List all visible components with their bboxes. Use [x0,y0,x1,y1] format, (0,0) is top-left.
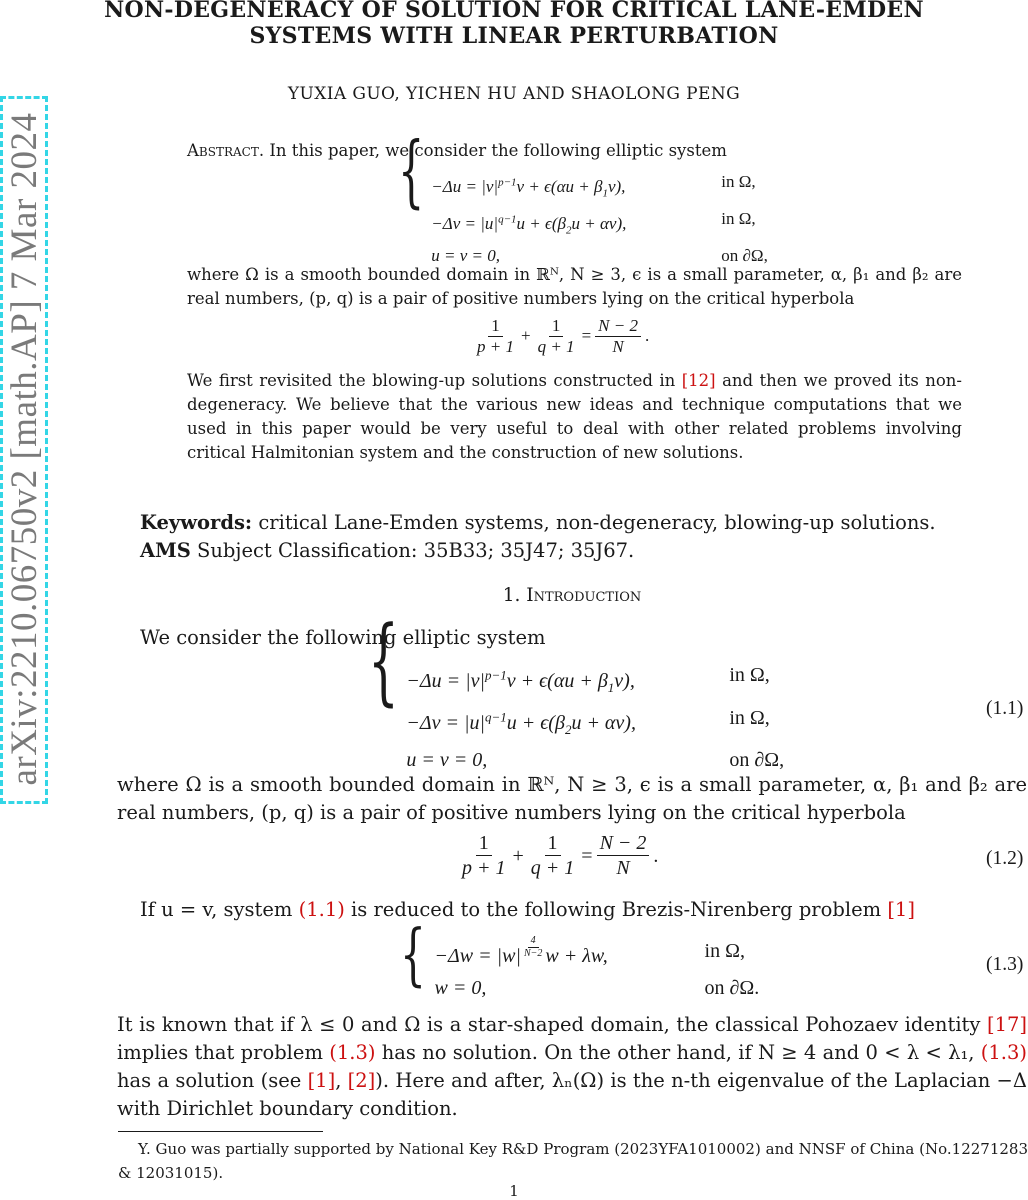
abstract-eq3-domain: on ∂Ω, [721,246,768,266]
abstract-intro-text: In this paper, we consider the following elliptic system [269,141,727,160]
citation-link-12[interactable]: [12] [681,371,716,390]
bn-eq2: w = 0, [434,976,487,999]
arxiv-stamp: arXiv:2210.06750v2 [math.AP] 7 Mar 2024 [3,112,45,786]
abstract-hyperbola [470,316,649,357]
abstract-system-brace: { [398,124,425,217]
equals-sign: = [581,326,592,346]
para-domain: where Ω is a smooth bounded domain in ℝᴺ, N ≥ 3, ϵ is a small parameter, α, β₁ and β₂ are real numbers, (p, q) is a pair of positive numbers lying on the critical hyperbola [117,773,1027,824]
ams-text: Subject Classification: 35B33; 35J47; 35J67. [190,539,635,562]
p3-text: It is known that if λ ≤ 0 and Ω is a star-shaped domain, the classical Pohozaev identity [117,1013,987,1036]
plus-sign: + [520,326,531,346]
abstract-intro [187,139,962,163]
p3-text: has a solution (see [117,1069,308,1092]
footnote-rule [118,1131,323,1132]
equation-link-1-3[interactable]: (1.3) [980,1041,1028,1064]
eq-row-1: $-\Delta u = |v|^{p-1}v + \epsilon(\alpha u + \beta_1v)$, in Ω, [406,660,784,703]
fraction-denominator: N [616,857,630,879]
fraction-denominator: q + 1 [530,857,575,879]
abstract-eq-row-2: $-\Delta v = |u|^{q-1}u + \epsilon(\beta_2u + \alpha v)$, in Ω, [431,206,768,243]
period: . [644,326,650,346]
fraction-denominator: p + 1 [477,336,514,356]
equals-sign: = [581,844,593,867]
plus-sign: + [512,844,524,867]
equation-number-1-3: (1.3) [986,954,1024,975]
keywords-label: Keywords: [140,511,253,534]
bn-eq2-domain: on ∂Ω. [704,976,760,999]
fraction-denominator: N [612,336,624,356]
equation-number-1-1: (1.1) [986,698,1024,719]
equation-link-1-3[interactable]: (1.3) [329,1041,376,1064]
ams-line [140,537,1000,565]
citation-link-2[interactable]: [2] [347,1069,376,1092]
eq2-domain: in Ω, [729,706,770,729]
system-1-3-brace: { [400,915,426,995]
citation-link-17[interactable]: [17] [986,1013,1027,1036]
abstract-eq1-domain: in Ω, [721,172,756,191]
paper-title-line1: NON-DEGENERACY OF SOLUTION FOR CRITICAL LANE-EMDEN [104,0,924,23]
abstract-para2-text: We first revisited the blowing-up solutions constructed in [187,371,682,390]
abstract-para2 [187,369,962,465]
keywords-text: critical Lane-Emden systems, non-degeneracy, blowing-up solutions. [252,511,936,534]
keywords-line [140,509,1000,537]
footnote-text: Y. Guo was partially supported by National Key R&D Program (2023YFA1010002) and NNSF of China (No.12271283 & 12031015). [118,1140,1028,1182]
fraction-denominator: q + 1 [537,336,575,356]
abstract-eq-row-1: $-\Delta u = |v|^{p-1}v + \epsilon(\alpha u + \beta_1v)$, in Ω, [431,169,768,206]
equation-link-1-1[interactable]: (1.1) [298,898,345,921]
eq-row-2: $-\Delta v = |u|^{q-1}u + \epsilon(\beta_2u + \alpha v)$, in Ω, [406,703,784,746]
page-number: 1 [509,1182,519,1200]
bn-text: If u = v, system [140,898,299,921]
system-1-1-brace: { [368,605,399,716]
bn-eq1-domain: in Ω, [704,940,745,962]
ams-label: AMS [140,539,191,562]
bn-eq-row-1: −Δw = |w| $^{\frac{4}{N-2}}$ w + λw, in Ω, [435,935,760,972]
eq3-domain: on ∂Ω, [729,749,785,772]
p3-text: , [335,1069,348,1092]
fraction-numerator: N − 2 [595,316,641,337]
section-title: Introduction [526,585,642,606]
fraction-denominator: p + 1 [462,857,506,879]
fraction-numerator: 1 [488,316,503,337]
abstract-para2-text: and then we proved its non-degeneracy. We believe that the various new ideas and technique computations that we used in this paper would be very useful to deal with other related problems involving critical Halmitonian system and the construction of new solutions. [187,371,962,462]
section-number: 1. [502,585,521,606]
eq1-domain: in Ω, [729,664,770,686]
section-heading [0,585,1028,606]
fraction-numerator: 1 [549,316,564,337]
p3-text: has no solution. On the other hand, if N ≥ 4 and 0 < λ < λ₁, [375,1041,981,1064]
abstract-para1: where Ω is a smooth bounded domain in ℝᴺ, N ≥ 3, ϵ is a small parameter, α, β₁ and β₂ are real numbers, (p, q) is a pair of positive numbers lying on the critical hyperbola [187,265,962,308]
paper-authors: YUXIA GUO, YICHEN HU AND SHAOLONG PENG [287,84,741,104]
eq3: u = v = 0, [406,749,488,772]
abstract-label: Abstract. [187,141,265,160]
paper-title-line2: SYSTEMS WITH LINEAR PERTURBATION [249,23,779,49]
abstract-eq3: u = v = 0, [431,246,501,266]
citation-link-1[interactable]: [1] [307,1069,336,1092]
fraction-numerator: 1 [476,832,492,856]
footnote [118,1137,1028,1185]
abstract-eq2-domain: in Ω, [721,209,756,229]
citation-link-1[interactable]: [1] [887,898,915,921]
bn-text: is reduced to the following Brezis-Nirenberg problem [344,898,888,921]
p3-text: ). Here and after, λₙ(Ω) is the n-th eigenvalue of the Laplacian −Δ with Dirichlet boundary condition. [117,1069,1027,1120]
system-1-1 [368,605,785,775]
intro-text: We consider the following elliptic system [140,626,546,649]
system-1-3 [400,915,760,1004]
pohozaev-paragraph [117,1011,1027,1123]
period: . [653,844,659,867]
equation-number-1-2: (1.2) [986,848,1024,869]
p3-text: implies that problem [117,1041,330,1064]
brezis-nirenberg-line [140,896,1020,924]
fraction-numerator: N − 2 [597,832,650,856]
bn-eq-row-2 [435,972,760,1004]
fraction-numerator: 1 [545,832,561,856]
hyperbola-equation [455,832,658,880]
